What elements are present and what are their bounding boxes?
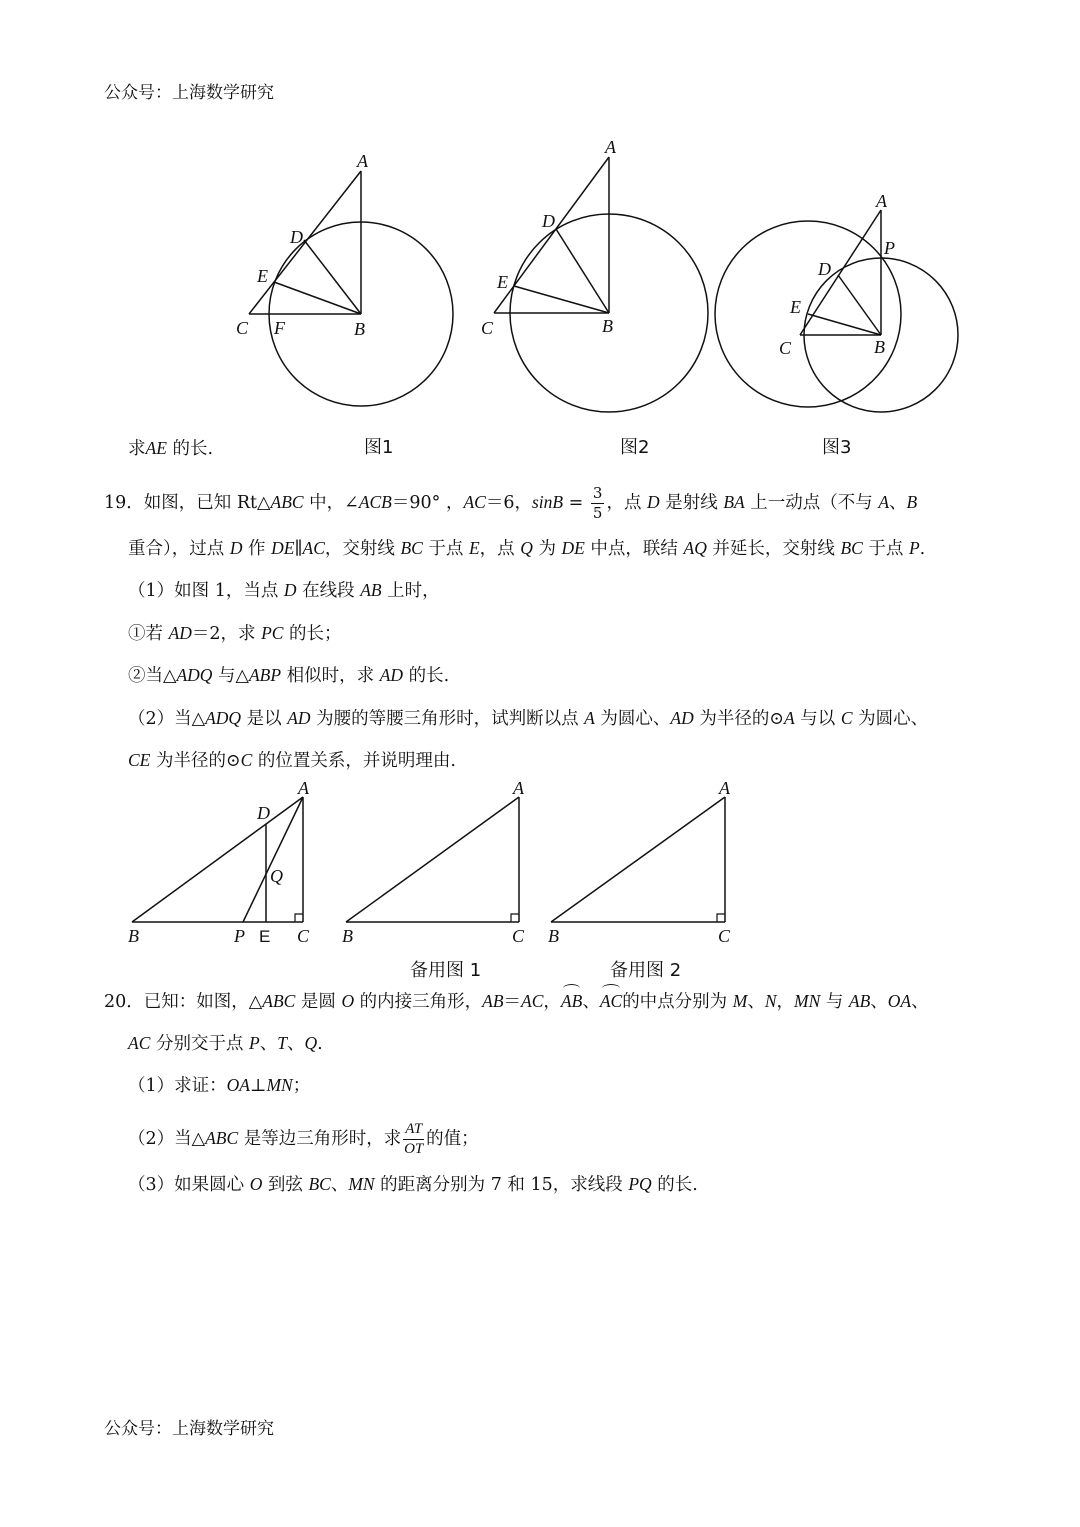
text-run: 重合），过点 — [128, 539, 230, 559]
m2-label-b: B — [342, 926, 353, 946]
q20-line1: 20．已知：如图，△ABC 是圆 O 的内接三角形，AB＝AC，AB、AC的中点分别为 M、N，MN 与 AB、OA、 — [104, 991, 929, 1012]
math-var: O — [249, 1174, 263, 1194]
math-var: T — [277, 1033, 287, 1053]
math-var: OA — [226, 1075, 250, 1095]
math-var: MN — [348, 1174, 375, 1194]
math-var: CE — [128, 750, 151, 770]
fig3-label-e: E — [790, 297, 801, 317]
math-var: D — [229, 538, 243, 558]
text-run: . — [919, 539, 926, 559]
m3-label-a: A — [719, 778, 730, 798]
math-var: ABP — [248, 665, 282, 685]
fig1-label-d: D — [290, 227, 303, 247]
math-var: BC — [308, 1174, 331, 1194]
text-run: （2）当△ — [128, 709, 206, 729]
m1-label-q: Q — [270, 866, 283, 886]
fig1-label-f: F — [274, 318, 285, 338]
text-run: ，点 — [479, 539, 521, 559]
text-run: （3）如果圆心 — [128, 1175, 250, 1195]
math-var: PQ — [628, 1174, 652, 1194]
m1-label-c: C — [297, 926, 310, 946]
figure-1 — [236, 151, 453, 406]
fig3-label-d: D — [818, 259, 831, 279]
q19-part1 — [128, 578, 440, 603]
q18-tail: 求AE 的长. — [128, 438, 214, 459]
math-var: MN — [266, 1075, 293, 1095]
fig1-label-b: B — [354, 319, 365, 339]
text-run: （1）求证： — [128, 1076, 227, 1096]
fig1-label-c: C — [236, 318, 249, 338]
text-run: 为 — [532, 539, 562, 559]
arc-ab: AB — [560, 991, 583, 1011]
math-var: A — [783, 708, 795, 728]
m1-label-d: D — [257, 803, 270, 823]
figures-q19 — [0, 770, 1080, 980]
caption-fig1: 图1 — [364, 437, 394, 458]
text-run: 于点 — [422, 539, 469, 559]
math-var: P — [908, 538, 920, 558]
text-run: 为圆心、 — [594, 709, 671, 729]
math-var: P — [249, 1033, 260, 1053]
text-run: . — [317, 1034, 323, 1054]
math-var: AD — [287, 708, 311, 728]
figure-spare-2 — [548, 778, 731, 946]
fig1-label-e: E — [257, 266, 268, 286]
q20-fraction: $\frac{AT}{OT}$ — [404, 1121, 424, 1157]
q19-part1-b — [128, 663, 449, 688]
text-run: 为腰的等腰三角形时，试判断以点 — [310, 709, 585, 729]
text-run: ； — [292, 1076, 311, 1096]
q19-fraction: $\frac{3}{5}$ — [592, 484, 603, 522]
text-run: 于点 — [862, 539, 909, 559]
q19-part2-line1 — [128, 706, 928, 731]
text-run: 与△ — [212, 666, 249, 686]
text-run: 到弦 — [262, 1175, 309, 1195]
page-footer: 公众号：上海数学研究 — [104, 1419, 274, 1439]
figures-q18 — [0, 0, 1080, 470]
caption-spare-2: 备用图 2 — [610, 960, 682, 981]
fig2-label-e: E — [497, 272, 508, 292]
text-run: 是以 — [241, 709, 288, 729]
q20-line2 — [128, 1031, 323, 1056]
text-run: 为圆心、 — [852, 709, 929, 729]
text-run: 、 — [286, 1034, 305, 1054]
text-run: 、 — [330, 1175, 349, 1195]
text-run: ②当△ — [128, 666, 177, 686]
caption-spare-1: 备用图 1 — [410, 960, 482, 981]
math-var: BC — [840, 538, 863, 558]
math-var: AD — [379, 665, 404, 685]
math-var: AB — [360, 580, 382, 600]
caption-fig3: 图3 — [822, 437, 852, 458]
m3-label-b: B — [548, 926, 559, 946]
m1-label-a: A — [298, 778, 309, 798]
text-run: ∥ — [294, 539, 303, 559]
text-run: 的长； — [283, 624, 342, 644]
math-var: AQ — [683, 538, 707, 558]
q19-line1: 19．如图，已知 Rt△ABC 中，∠ACB＝90° ，AC＝6，sinB = $\frac{3}{5}$ ，点 D 是射线 BA 上一动点（不与 A、B — [104, 484, 918, 522]
text-run: ＝2，求 — [191, 624, 262, 644]
text-run: 中点，联结 — [584, 539, 684, 559]
text-run: 为半径的⊙ — [150, 751, 241, 771]
text-run: 上时， — [381, 581, 440, 601]
text-run: ⊥ — [249, 1076, 267, 1096]
figure-q19-main — [128, 778, 310, 946]
fig2-label-d: D — [542, 211, 555, 231]
fig3-label-b: B — [874, 337, 885, 357]
text-run: 相似时，求 — [281, 666, 380, 686]
text-run: 作 — [242, 539, 272, 559]
arc-ac: AC — [599, 991, 623, 1011]
fig3-label-p: P — [884, 238, 895, 258]
m1-label-b: B — [128, 926, 139, 946]
m2-label-a: A — [513, 778, 524, 798]
q20-part2: （2）当△ABC 是等边三角形时，求 $\frac{AT}{OT}$ 的值； — [128, 1121, 479, 1157]
text-run: 在线段 — [296, 581, 361, 601]
fig2-label-a: A — [605, 137, 616, 157]
math-var: BC — [400, 538, 423, 558]
math-var: D — [283, 580, 297, 600]
math-var: AD — [168, 623, 192, 643]
fig3-label-a: A — [876, 191, 887, 211]
text-run: 的距离分别为 7 和 15，求线段 — [374, 1175, 629, 1195]
math-var: E — [468, 538, 480, 558]
figure-3 — [715, 191, 958, 412]
math-var: PC — [261, 623, 284, 643]
text-run: 、 — [259, 1034, 278, 1054]
fig2-label-b: B — [602, 316, 613, 336]
fig2-label-c: C — [481, 318, 494, 338]
m2-label-c: C — [512, 926, 525, 946]
math-var: ADQ — [205, 708, 242, 728]
text-run: 并延长，交射线 — [706, 539, 841, 559]
math-var: AD — [670, 708, 694, 728]
math-var: AC — [128, 1033, 151, 1053]
caption-fig2: 图2 — [620, 437, 650, 458]
text-run: 与以 — [794, 709, 841, 729]
q20-part3 — [128, 1172, 698, 1197]
fig1-label-a: A — [357, 151, 368, 171]
figure-2 — [481, 137, 708, 412]
math-var: A — [584, 708, 595, 728]
math-var: Q — [520, 538, 533, 558]
text-run: ，交射线 — [324, 539, 401, 559]
text-run: ①若 — [128, 624, 169, 644]
fig3-label-c: C — [779, 338, 792, 358]
math-var: DE — [271, 538, 295, 558]
math-var: DE — [561, 538, 585, 558]
page-header: 公众号：上海数学研究 — [104, 83, 274, 103]
math-var: AC — [302, 538, 325, 558]
text-run: 的位置关系，并说明理由. — [252, 751, 456, 771]
m3-label-c: C — [718, 926, 731, 946]
text-run: 的长. — [651, 1175, 698, 1195]
figure-spare-1 — [342, 778, 525, 946]
math-var: C — [240, 750, 253, 770]
q19-line2 — [128, 536, 925, 561]
text-run: 为半径的⊙ — [693, 709, 784, 729]
m1-label-p: P — [234, 926, 245, 946]
math-var: ADQ — [176, 665, 213, 685]
q19-part1-a — [128, 621, 342, 646]
q20-part1 — [128, 1073, 310, 1098]
math-var: C — [840, 708, 853, 728]
text-run: （1）如图 1，当点 — [128, 581, 284, 601]
m1-label-e: E — [259, 927, 271, 946]
text-run: 分别交于点 — [150, 1034, 250, 1054]
text-run: 的长. — [403, 666, 450, 686]
math-var: Q — [304, 1033, 318, 1053]
